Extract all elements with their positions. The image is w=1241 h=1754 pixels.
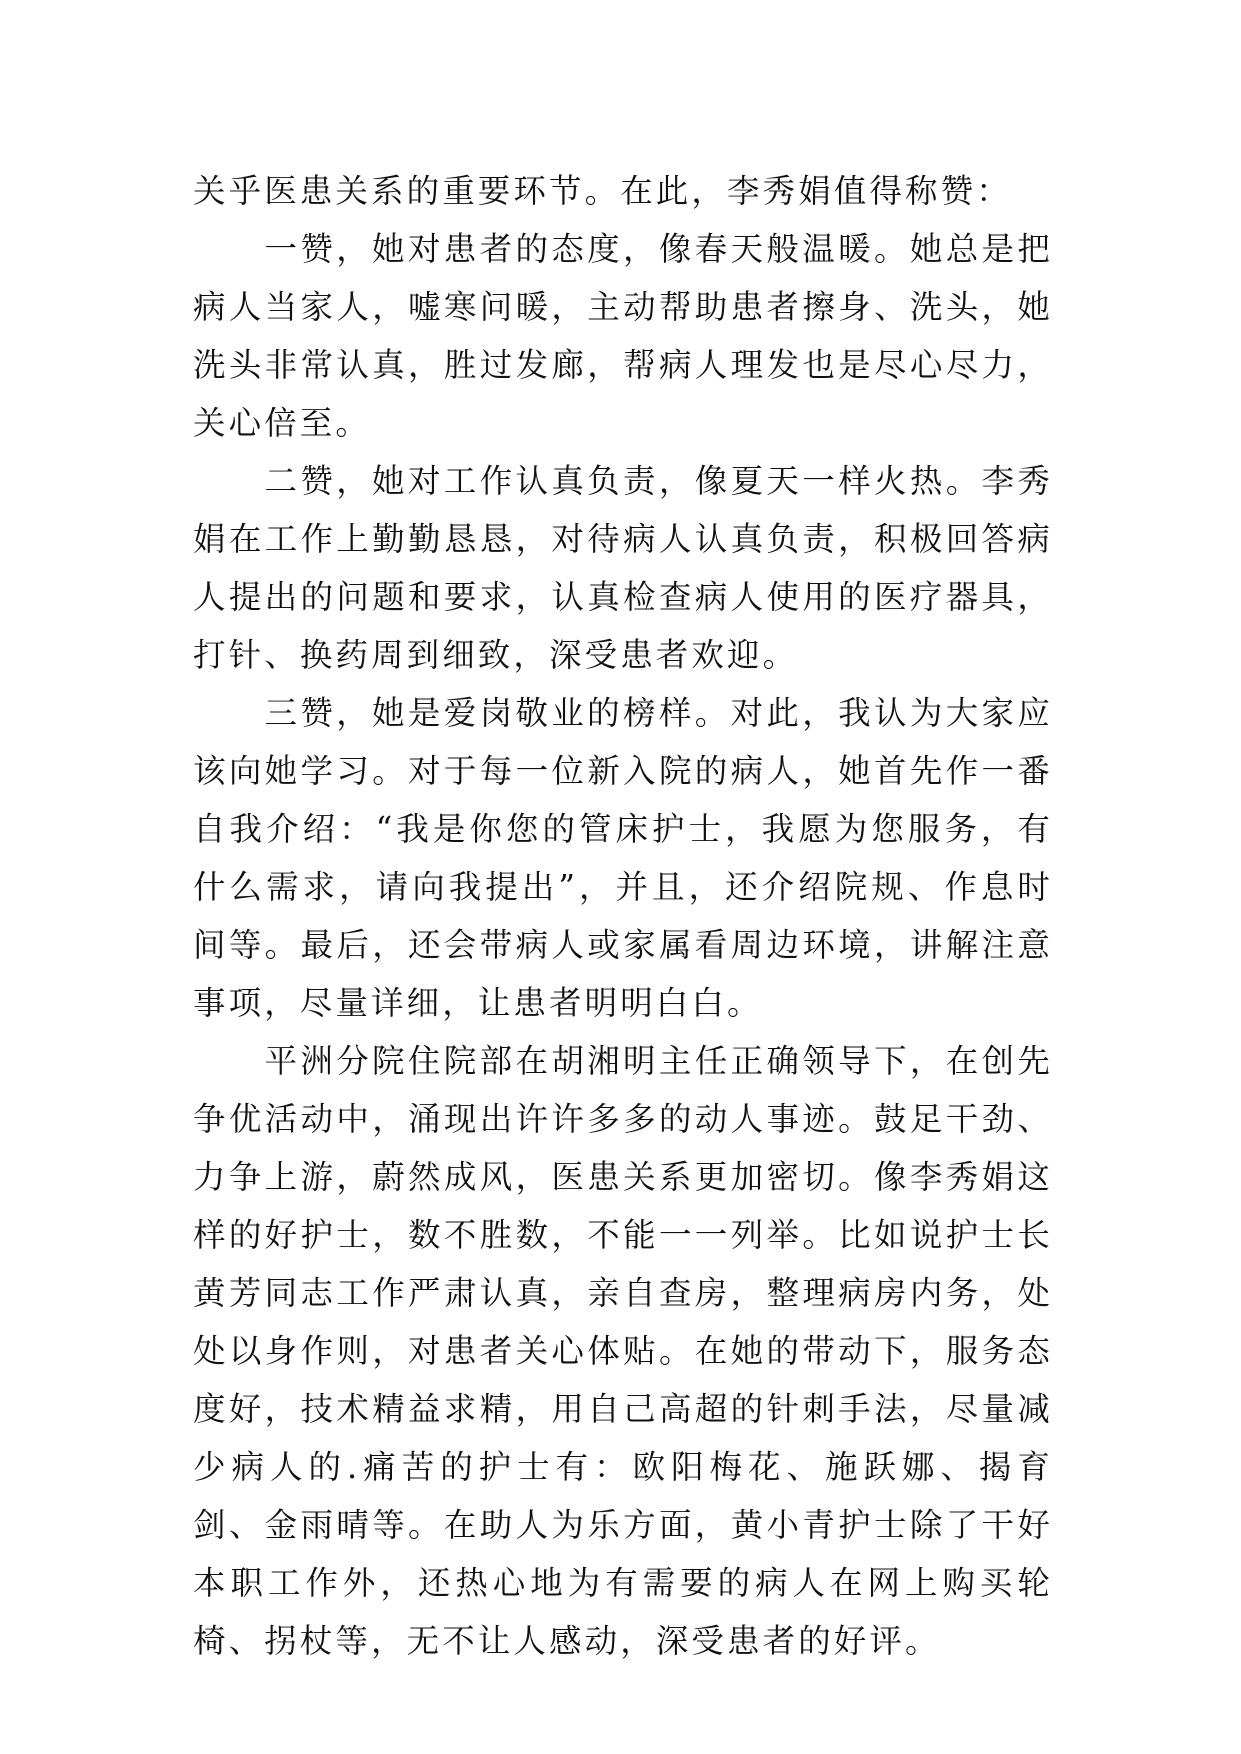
paragraph-continuation: 关乎医患关系的重要环节。在此，李秀娟值得称赞：	[193, 172, 1012, 210]
document-body	[193, 162, 1053, 1670]
paragraph-third-praise: 三赞，她是爱岗敬业的榜样。对此，我认为大家应该向她学习。对于每一位新入院的病人，她首先作一番自我介绍：“我是你您的管床护士，我愿为您服务，有什么需求，请向我提出”，并且，还介绍院规、作息时间等。最后，还会带病人或家属看周边环境，讲解注意事项，尽量详细，让患者明明白白。	[193, 694, 1053, 1022]
paragraph-second-praise: 二赞，她对工作认真负责，像夏天一样火热。李秀娟在工作上勤勤恳恳，对待病人认真负责，积极回答病人提出的问题和要求，认真检查病人使用的医疗器具，打针、换药周到细致，深受患者欢迎。	[193, 462, 1053, 674]
paragraph-first-praise: 一赞，她对患者的态度，像春天般温暖。她总是把病人当家人，嘘寒问暖，主动帮助患者擦身、洗头，她洗头非常认真，胜过发廊，帮病人理发也是尽心尽力，关心倍至。	[193, 230, 1053, 442]
paragraph-department-summary: 平洲分院住院部在胡湘明主任正确领导下，在创先争优活动中，涌现出许许多多的动人事迹。鼓足干劲、力争上游，蔚然成风，医患关系更加密切。像李秀娟这样的好护士，数不胜数，不能一一列举。比如说护士长黄芳同志工作严肃认真，亲自查房，整理病房内务，处处以身作则，对患者关心体贴。在她的带动下，服务态度好，技术精益求精，用自己高超的针刺手法，尽量减少病人的.痛苦的护士有：欧阳梅花、施跃娜、揭育剑、金雨晴等。在助人为乐方面，黄小青护士除了干好本职工作外，还热心地为有需要的病人在网上购买轮椅、拐杖等，无不让人感动，深受患者的好评。	[193, 1042, 1053, 1660]
